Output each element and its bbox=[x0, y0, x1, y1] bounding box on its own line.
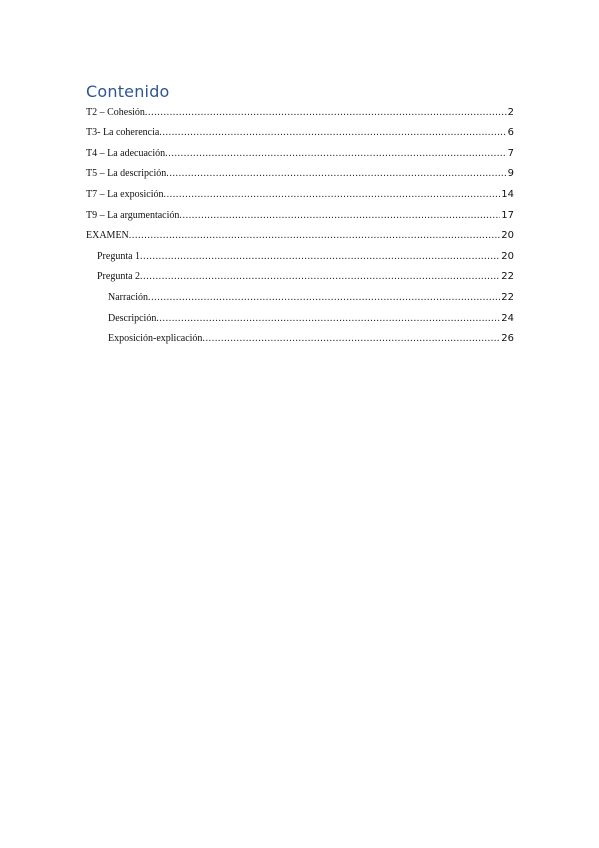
toc-entry-label: Pregunta 2 bbox=[97, 271, 141, 283]
toc-entry-exposicion-explicacion[interactable] bbox=[86, 329, 514, 350]
dot-leader bbox=[148, 292, 500, 308]
toc-entry-page-number: 2 bbox=[507, 106, 514, 118]
dot-leader bbox=[145, 107, 507, 123]
toc-entry-t7-exposicion[interactable] bbox=[86, 184, 514, 205]
toc-entry-descripcion[interactable] bbox=[86, 308, 514, 329]
toc-entry-page-number: 7 bbox=[507, 147, 514, 159]
dot-leader bbox=[140, 271, 500, 287]
toc-entry-page-number: 17 bbox=[501, 209, 514, 221]
toc-entry-page-number: 14 bbox=[501, 188, 514, 200]
toc-entry-label: T7 – La exposición bbox=[86, 188, 164, 200]
toc-entry-label: T9 – La argumentación bbox=[86, 209, 180, 221]
toc-entry-label: Pregunta 1 bbox=[97, 250, 141, 262]
toc-entry-pregunta-2[interactable] bbox=[86, 267, 514, 288]
toc-entry-label: EXAMEN bbox=[86, 230, 129, 242]
toc-entry-page-number: 20 bbox=[501, 230, 514, 242]
toc-entry-page-number: 26 bbox=[501, 333, 514, 345]
toc-entry-label: T4 – La adecuación bbox=[86, 147, 166, 159]
toc-entry-t3-coherencia[interactable] bbox=[86, 123, 514, 144]
toc-entry-pregunta-1[interactable] bbox=[86, 246, 514, 267]
dot-leader bbox=[129, 230, 500, 246]
toc-title: Contenido bbox=[86, 82, 170, 101]
dot-leader bbox=[166, 168, 506, 184]
table-of-contents bbox=[86, 102, 514, 349]
toc-entry-t5-descripcion[interactable] bbox=[86, 164, 514, 185]
toc-entry-page-number: 22 bbox=[501, 291, 514, 303]
dot-leader bbox=[159, 127, 506, 143]
dot-leader bbox=[202, 333, 500, 349]
toc-entry-t9-argumentacion[interactable] bbox=[86, 205, 514, 226]
toc-entry-page-number: 6 bbox=[507, 127, 514, 139]
toc-entry-page-number: 24 bbox=[501, 312, 514, 324]
toc-entry-label: Exposición-explicación bbox=[108, 333, 203, 345]
dot-leader bbox=[163, 189, 500, 205]
dot-leader bbox=[165, 148, 506, 164]
toc-entry-examen[interactable] bbox=[86, 226, 514, 247]
toc-entry-label: Descripción bbox=[108, 312, 157, 324]
toc-entry-label: T5 – La descripción bbox=[86, 168, 167, 180]
toc-entry-t2-cohesion[interactable] bbox=[86, 102, 514, 123]
toc-entry-page-number: 22 bbox=[501, 271, 514, 283]
dot-leader bbox=[140, 251, 500, 267]
dot-leader bbox=[179, 210, 500, 226]
toc-entry-t4-adecuacion[interactable] bbox=[86, 143, 514, 164]
toc-entry-page-number: 20 bbox=[501, 250, 514, 262]
toc-entry-label: T2 – Cohesión bbox=[86, 106, 145, 118]
toc-entry-label: T3- La coherencia bbox=[86, 127, 160, 139]
toc-entry-label: Narración bbox=[108, 291, 148, 303]
toc-entry-narracion[interactable] bbox=[86, 287, 514, 308]
dot-leader bbox=[156, 313, 500, 329]
toc-entry-page-number: 9 bbox=[507, 168, 514, 180]
